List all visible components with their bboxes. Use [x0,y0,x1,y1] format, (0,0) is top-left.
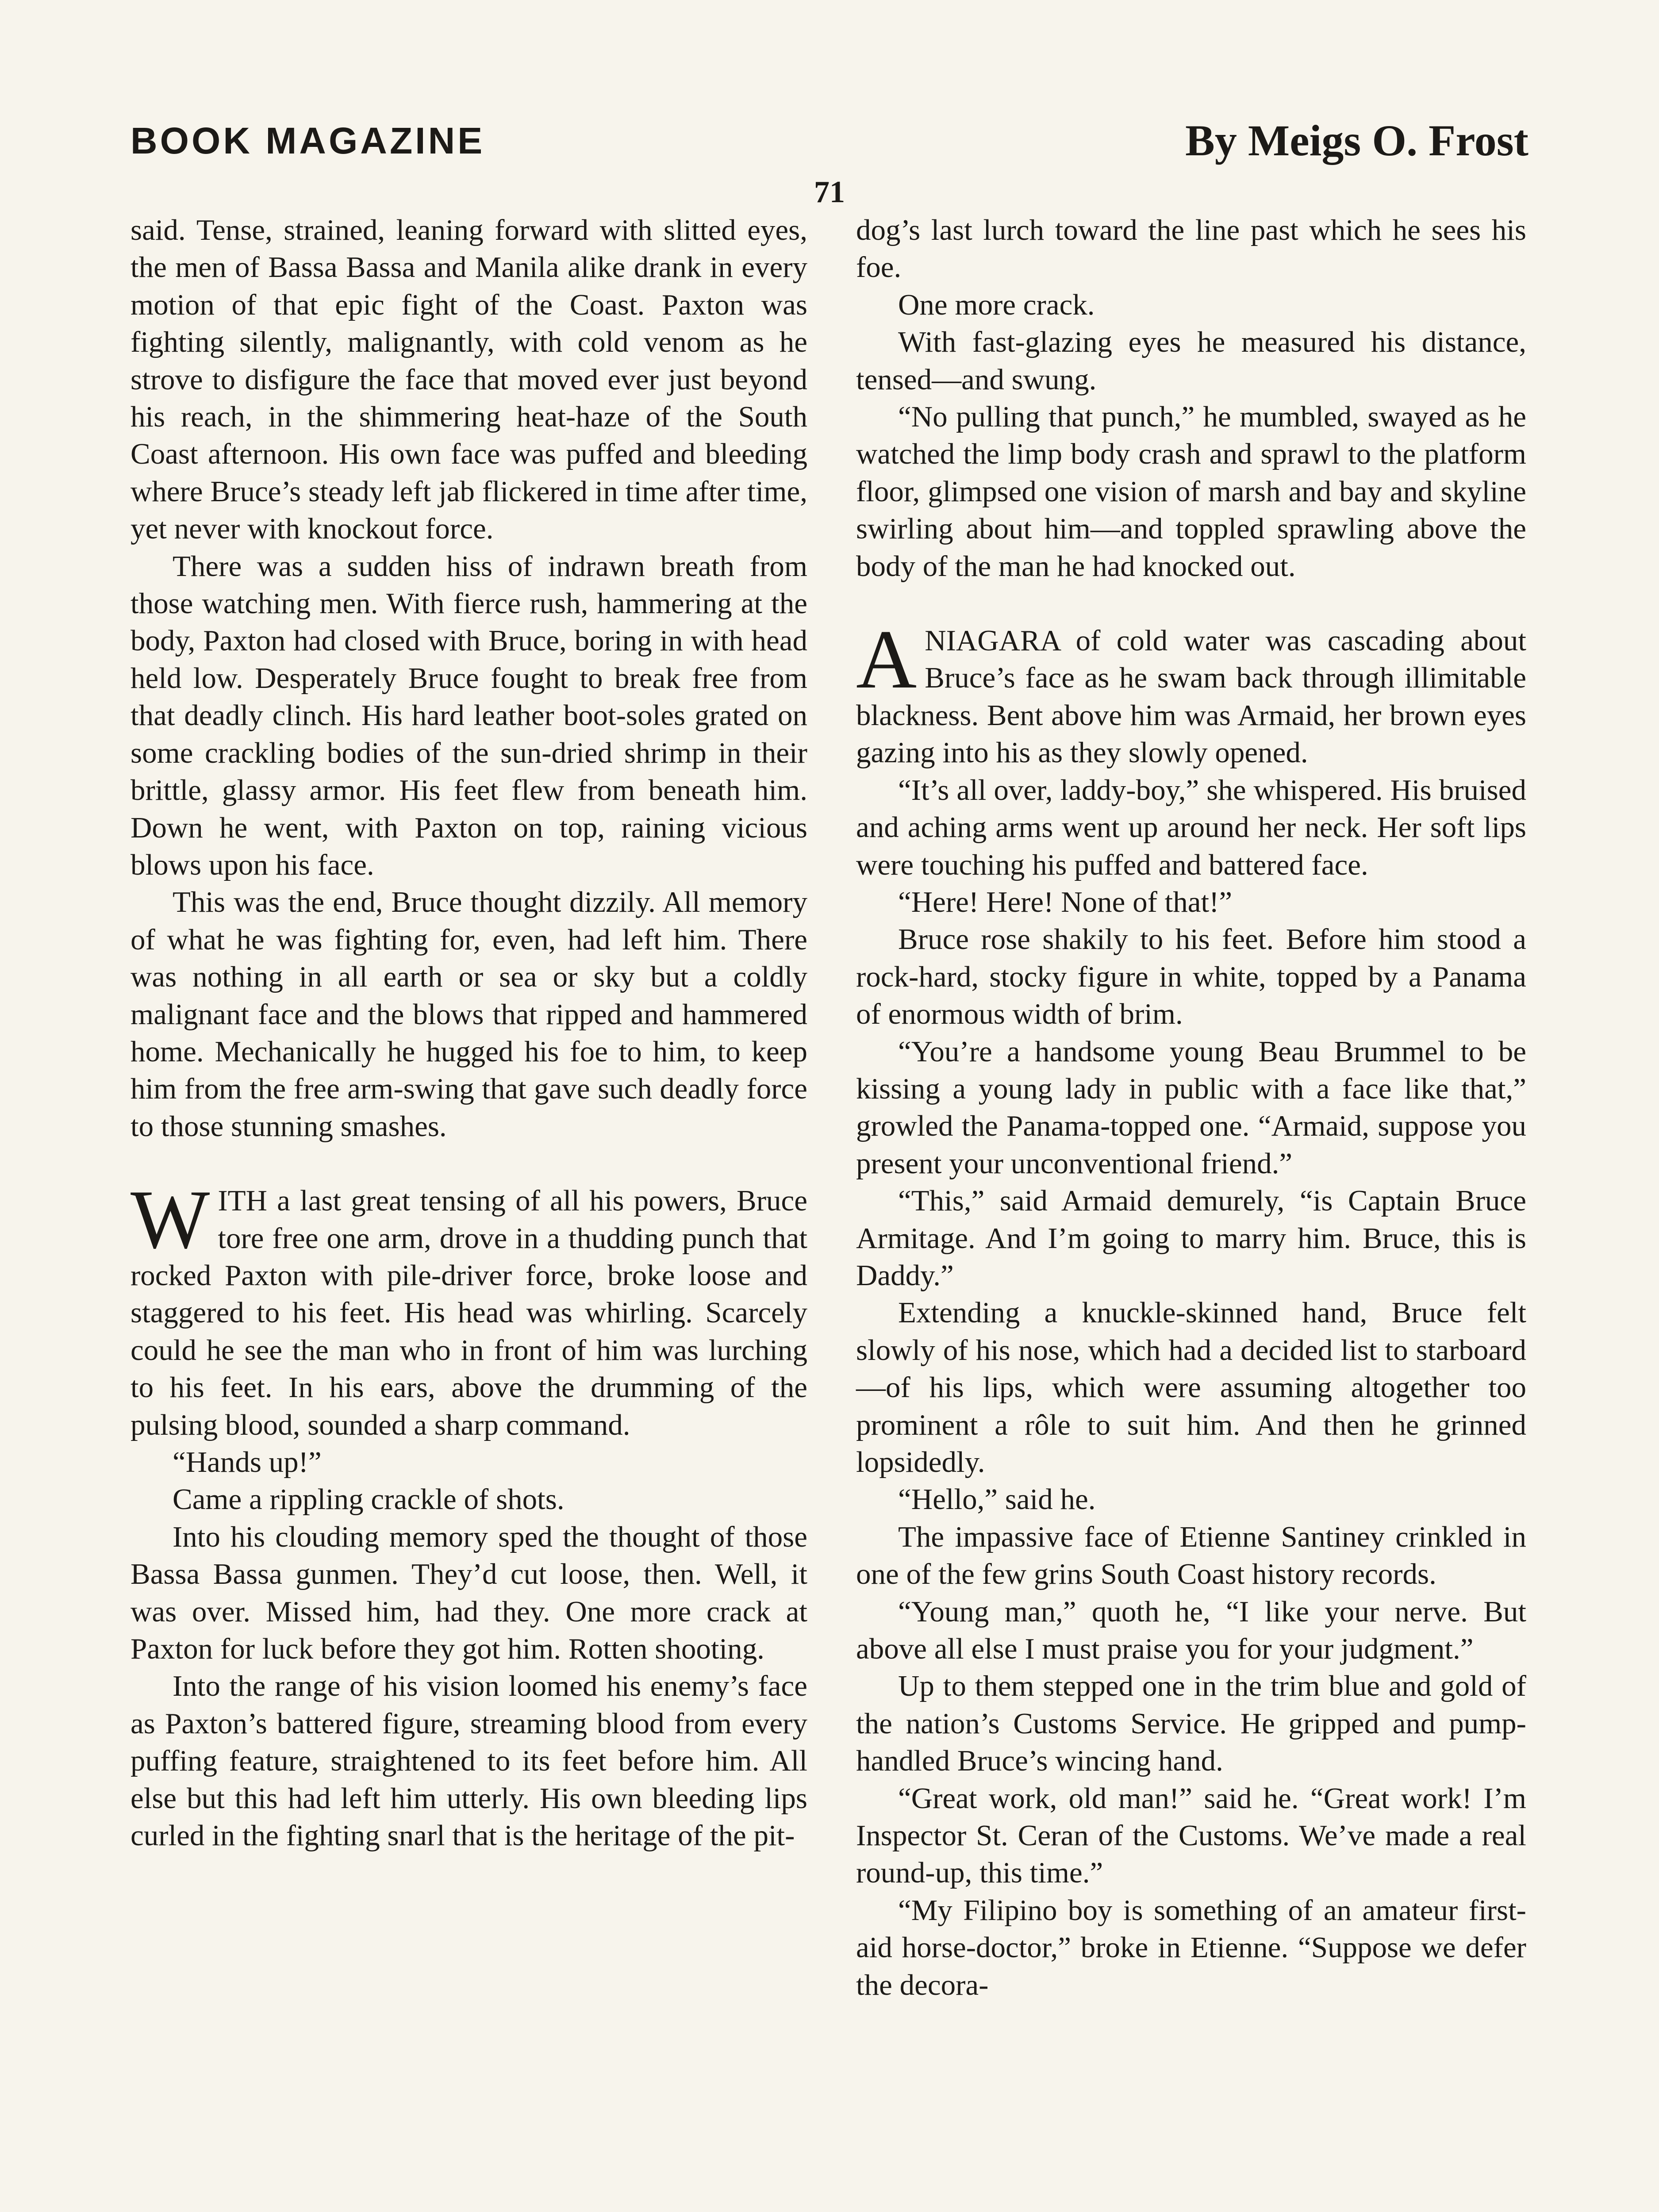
page-number: 71 [814,175,845,209]
paragraph: Came a rippling crackle of shots. [173,1483,565,1516]
paragraph: This was the end, Bruce thought dizzily. All memory of what he was fighting for, even, had left him. There was nothing in all earth or sea or sky but a coldly malignant face and the blows that ripped and hammered home. Mechanically he hugged his foe to him, to keep him from the free arm-swing that gave such deadly force to those stunning smashes. [131,886,807,1143]
paragraph: “It’s all over, laddy-boy,” she whispered. His bruised and aching arms went up around her neck. Her soft lips were touching his puffed and battered face. [856,773,1526,881]
paragraph: said. Tense, strained, leaning forward with slitted eyes, the men of Bassa Bassa and Manila alike drank in every motion of that epic fight of the Coast. Paxton was fighting silently, malignantly, with cold venom as he strove to disfigure the face that moved ever just beyond his reach, in the shimmering heat-haze of the South Coast afternoon. His own face was puffed and bleeding where Bruce’s steady left jab flickered in time after time, yet never with knockout force. [131,214,807,545]
drop-cap: W [131,1173,210,1267]
section-start-paragraph [131,1173,807,1444]
author-byline: By Meigs O. Frost [1185,116,1528,165]
paragraph: One more crack. [898,288,1095,321]
paragraph: “You’re a handsome young Beau Brummel to be kissing a young lady in public with a face like that,” growled the Panama-topped one. “Armaid, suppose you present your unconventional friend.” [856,1035,1526,1180]
section-start-paragraph [856,613,1526,772]
left-column [131,211,807,2212]
paragraph: dog’s last lurch toward the line past which he sees his foe. [856,214,1526,284]
right-column [856,211,1526,2212]
paragraph: Extending a knuckle-skinned hand, Bruce felt slowly of his nose, which had a decided list to starboard—of his lips, which were assuming altogether too prominent a rôle to suit him. And then he grinned lopsidedly. [856,1296,1526,1479]
paragraph: “Hello,” said he. [898,1483,1096,1516]
drop-cap: A [856,613,917,707]
paragraph: “My Filipino boy is something of an amateur first-aid horse-doctor,” broke in Etienne. “Suppose we defer the decora- [856,1893,1526,2001]
paragraph: Into the range of his vision loomed his enemy’s face as Paxton’s battered figure, streaming blood from every puffing feature, straightened to its feet before him. All else but this had left him utterly. His own bleeding lips curled in the fighting snarl that is the heritage of the pit- [131,1670,807,1852]
paragraph: There was a sudden hiss of indrawn breath from those watching men. With fierce rush, hammering at the body, Paxton had closed with Bruce, boring in with head held low. Desperately Bruce fought to break free from that deadly clinch. His hard leather boot-soles grated on some crackling bodies of the sun-dried shrimp in their brittle, glassy armor. His feet flew from beneath him. Down he went, with Paxton on top, raining vicious blows upon his face. [131,549,807,881]
page-header [131,116,1528,181]
publication-title: BOOK MAGAZINE [131,120,485,161]
paragraph: Into his clouding memory sped the thought of those Bassa Bassa gunmen. They’d cut loose, then. Well, it was over. Missed him, had they. One more crack at Paxton for luck before they got him. Rotten shooting. [131,1520,807,1666]
paragraph: “Young man,” quoth he, “I like your nerve. But above all else I must praise you for your judgment.” [856,1595,1526,1666]
paragraph: “Great work, old man!” said he. “Great work! I’m Inspector St. Ceran of the Customs. We’ve made a real round-up, this time.” [856,1782,1526,1889]
paragraph: Up to them stepped one in the trim blue and gold of the nation’s Customs Service. He gripped and pump-handled Bruce’s wincing hand. [856,1670,1526,1778]
paragraph: “This,” said Armaid demurely, “is Captain Bruce Armitage. And I’m going to marry him. Bruce, this is Daddy.” [856,1184,1526,1292]
paragraph: “Hands up!” [173,1446,322,1479]
paragraph-text: ITH a last great tensing of all his powers, Bruce tore free one arm, drove in a thudding punch that rocked Paxton with pile-driver force, broke loose and staggered to his feet. His head was whirling. Scarcely could he see the man who in front of him was lurching to his feet. In his ears, above the drumming of the pulsing blood, sounded a sharp command. [131,1184,807,1441]
paragraph: With fast-glazing eyes he measured his distance, tensed—and swung. [856,326,1526,396]
paragraph: The impassive face of Etienne Santiney crinkled in one of the few grins South Coast history records. [856,1520,1526,1591]
paragraph: Bruce rose shakily to his feet. Before him stood a rock-hard, stocky figure in white, topped by a Panama of enormous width of brim. [856,923,1526,1031]
paragraph-text: NIAGARA of cold water was cascading about Bruce’s face as he swam back through illimitable blackness. Bent above him was Armaid, her brown eyes gazing into his as they slowly opened. [856,624,1526,769]
paragraph: “No pulling that punch,” he mumbled, swayed as he watched the limp body crash and sprawl to the platform floor, glimpsed one vision of marsh and bay and skyline swirling about him—and toppled sprawling above the body of the man he had knocked out. [856,400,1526,583]
paragraph: “Here! Here! None of that!” [898,885,1233,918]
